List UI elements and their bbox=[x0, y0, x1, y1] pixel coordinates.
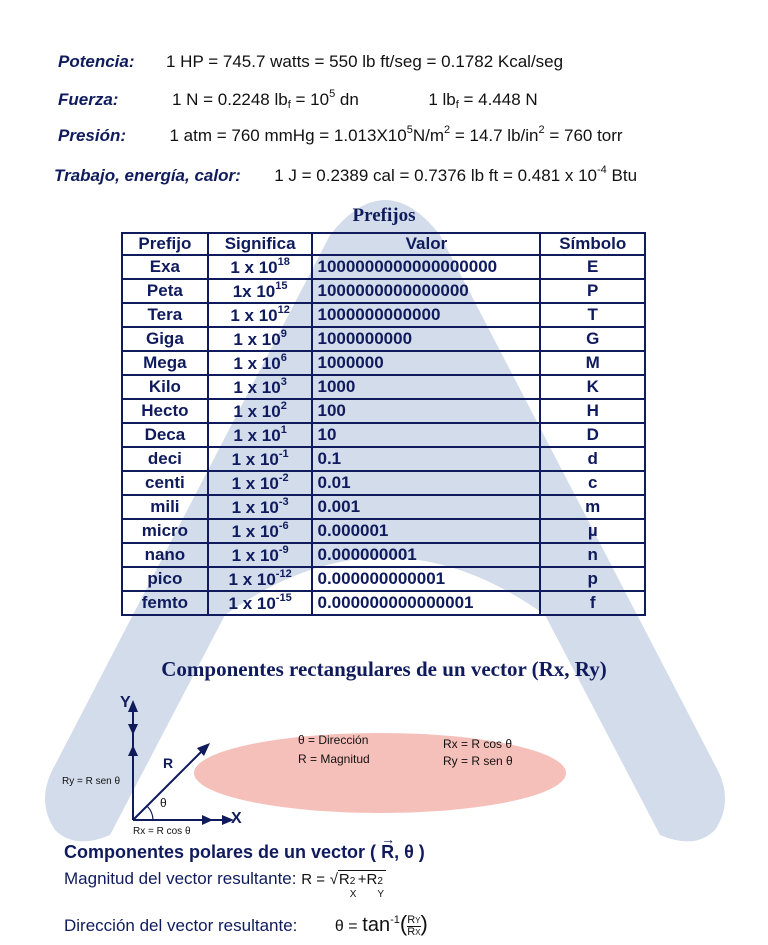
cell-significa: 1 x $10^{18}$ bbox=[208, 255, 313, 279]
cell-significa: 1 x $10^{-12}$ bbox=[208, 567, 313, 591]
trabajo-b: Btu bbox=[606, 166, 638, 185]
cell-prefijo: micro bbox=[122, 519, 208, 543]
cell-significa: 1 x $10^{-3}$ bbox=[208, 495, 313, 519]
table-row bbox=[122, 351, 645, 375]
fuerza-c: dn bbox=[335, 90, 359, 109]
cell-prefijo: Exa bbox=[122, 255, 208, 279]
cell-valor: 0.001 bbox=[312, 495, 540, 519]
cell-prefijo: Hecto bbox=[122, 399, 208, 423]
axis-y-label: Y bbox=[120, 694, 131, 711]
direccion-eq: θ = bbox=[334, 918, 358, 935]
cell-simbolo: H bbox=[540, 399, 645, 423]
cell-valor: 0.000000000001 bbox=[312, 567, 540, 591]
r-label: R bbox=[163, 755, 174, 771]
cell-prefijo: pico bbox=[122, 567, 208, 591]
cell-simbolo: D bbox=[540, 423, 645, 447]
table-row bbox=[122, 255, 645, 279]
fuerza-a: 1 N = 0.2248 lb bbox=[171, 90, 288, 109]
rx-label: Rx = R cos θ bbox=[133, 826, 191, 837]
theta-label: θ bbox=[160, 796, 167, 810]
fuerza-label: Fuerza: bbox=[58, 90, 119, 109]
rx-arrow bbox=[202, 815, 213, 825]
presion-b-sup: 2 bbox=[444, 124, 451, 136]
cell-significa: 1 x $10^{-2}$ bbox=[208, 471, 313, 495]
theta-arc bbox=[147, 806, 153, 820]
cell-significa: 1 x $10^{-15}$ bbox=[208, 591, 313, 615]
ry-arrow-top bbox=[128, 724, 138, 735]
cell-significa: 1 x $10^6$ bbox=[208, 351, 313, 375]
cell-prefijo: Mega bbox=[122, 351, 208, 375]
direccion-label: Dirección del vector resultante: bbox=[64, 916, 298, 935]
cell-simbolo: G bbox=[540, 327, 645, 351]
table-row bbox=[122, 399, 645, 423]
presion-b: N/m bbox=[412, 126, 444, 145]
trabajo-label: Trabajo, energía, calor: bbox=[54, 166, 241, 185]
table-row bbox=[122, 495, 645, 519]
fuerza-b: = 10 bbox=[290, 90, 330, 109]
cell-simbolo: f bbox=[540, 591, 645, 615]
cell-simbolo: µ bbox=[540, 519, 645, 543]
cell-simbolo: d bbox=[540, 447, 645, 471]
cell-simbolo: K bbox=[540, 375, 645, 399]
cell-prefijo: Giga bbox=[122, 327, 208, 351]
presion-c: = 14.7 lb/in bbox=[450, 126, 539, 145]
cell-prefijo: Kilo bbox=[122, 375, 208, 399]
presion-a-sup: 5 bbox=[406, 124, 413, 136]
cell-simbolo: p bbox=[540, 567, 645, 591]
fuerza-b-sup: 5 bbox=[329, 88, 336, 100]
vector-diagram bbox=[0, 690, 260, 840]
trabajo-a-sup: -4 bbox=[597, 164, 607, 176]
table-row bbox=[122, 543, 645, 567]
cell-prefijo: femto bbox=[122, 591, 208, 615]
cell-significa: 1 x $10^{-9}$ bbox=[208, 543, 313, 567]
presion-d: = 760 torr bbox=[544, 126, 623, 145]
cell-valor: 1000000000000 bbox=[312, 303, 540, 327]
polar-title: Componentes polares de un vector ( → R, θ ) bbox=[64, 831, 425, 862]
fuerza-d-sub: f bbox=[455, 99, 459, 111]
presion-c-sup: 2 bbox=[538, 124, 545, 136]
cell-valor: 0.01 bbox=[312, 471, 540, 495]
rect-title: Componentes rectangulares de un vector (Rx, Ry) bbox=[161, 657, 607, 681]
cell-significa: 1 x $10^3$ bbox=[208, 375, 313, 399]
header-significa: Significa bbox=[208, 233, 313, 255]
cell-valor: 1000000 bbox=[312, 351, 540, 375]
rx-eq: Rx = R cos θ bbox=[443, 737, 513, 751]
cell-valor: 1000000000 bbox=[312, 327, 540, 351]
magnitud-eq: R = bbox=[301, 871, 325, 888]
presion-a: 1 atm = 760 mmHg = 1.013X10 bbox=[169, 126, 407, 145]
cell-prefijo: centi bbox=[122, 471, 208, 495]
cell-significa: 1 x $10^1$ bbox=[208, 423, 313, 447]
potencia-line bbox=[58, 52, 563, 72]
cell-prefijo: Tera bbox=[122, 303, 208, 327]
table-row bbox=[122, 591, 645, 615]
cell-prefijo: nano bbox=[122, 543, 208, 567]
mag-text: R = Magnitud bbox=[298, 752, 370, 766]
fuerza-line bbox=[58, 88, 538, 111]
ry-eq: Ry = R sen θ bbox=[443, 754, 513, 768]
cell-simbolo: n bbox=[540, 543, 645, 567]
cell-significa: 1 x $10^9$ bbox=[208, 327, 313, 351]
cell-significa: 1 x $10^{-1}$ bbox=[208, 447, 313, 471]
header-valor: Valor bbox=[312, 233, 540, 255]
cell-significa: 1x $10^{15}$ bbox=[208, 279, 313, 303]
presion-label: Presión: bbox=[58, 126, 127, 145]
cell-prefijo: Peta bbox=[122, 279, 208, 303]
dir-text: θ = Dirección bbox=[298, 733, 369, 747]
trabajo-line bbox=[54, 164, 637, 186]
potencia-text: 1 HP = 745.7 watts = 550 lb ft/seg = 0.1782 Kcal/seg bbox=[166, 52, 564, 71]
direccion-line: Dirección del vector resultante: $\theta = \tan^{-1}$( $\frac{RY}{RX}$ ) bbox=[64, 911, 428, 939]
table-header-row bbox=[122, 233, 645, 255]
cell-prefijo: deci bbox=[122, 447, 208, 471]
ry-label: Ry = R sen θ bbox=[62, 776, 121, 787]
table-row bbox=[122, 279, 645, 303]
table-row bbox=[122, 303, 645, 327]
cell-simbolo: c bbox=[540, 471, 645, 495]
cell-valor: 10 bbox=[312, 423, 540, 447]
fuerza-a-sub: f bbox=[287, 99, 291, 111]
cell-simbolo: m bbox=[540, 495, 645, 519]
cell-simbolo: E bbox=[540, 255, 645, 279]
presion-line bbox=[58, 124, 623, 146]
header-simbolo: Símbolo bbox=[540, 233, 645, 255]
magnitud-line: Magnitud del vector resultante: R = √R 2 X +R 2 Y bbox=[64, 869, 386, 889]
cell-significa: 1 x $10^2$ bbox=[208, 399, 313, 423]
table-row bbox=[122, 471, 645, 495]
cell-prefijo: mili bbox=[122, 495, 208, 519]
cell-valor: 0.000001 bbox=[312, 519, 540, 543]
cell-valor: 1000 bbox=[312, 375, 540, 399]
cell-significa: 1 x $10^{-6}$ bbox=[208, 519, 313, 543]
magnitud-label: Magnitud del vector resultante: bbox=[64, 869, 302, 888]
prefijos-table bbox=[121, 232, 646, 616]
table-row bbox=[122, 423, 645, 447]
header-prefijo: Prefijo bbox=[122, 233, 208, 255]
cell-valor: 1000000000000000 bbox=[312, 279, 540, 303]
cell-simbolo: M bbox=[540, 351, 645, 375]
ry-arrow bbox=[128, 745, 138, 756]
table-row bbox=[122, 447, 645, 471]
cell-significa: 1 x $10^{12}$ bbox=[208, 303, 313, 327]
prefijos-title: Prefijos bbox=[352, 205, 416, 226]
fuerza-e: = 4.448 N bbox=[458, 90, 538, 109]
table-row bbox=[122, 519, 645, 543]
potencia-label: Potencia: bbox=[58, 52, 135, 71]
fuerza-d: 1 lb bbox=[428, 90, 456, 109]
cell-valor: 0.000000001 bbox=[312, 543, 540, 567]
axis-x-label: X bbox=[231, 810, 242, 827]
trabajo-a: 1 J = 0.2389 cal = 0.7376 lb ft = 0.481 x 10 bbox=[274, 166, 598, 185]
cell-valor: 100 bbox=[312, 399, 540, 423]
cell-valor: 0.000000000000001 bbox=[312, 591, 540, 615]
cell-simbolo: P bbox=[540, 279, 645, 303]
table-row bbox=[122, 567, 645, 591]
table-row bbox=[122, 375, 645, 399]
cell-valor: 1000000000000000000 bbox=[312, 255, 540, 279]
table-row bbox=[122, 327, 645, 351]
cell-simbolo: T bbox=[540, 303, 645, 327]
cell-prefijo: Deca bbox=[122, 423, 208, 447]
cell-valor: 0.1 bbox=[312, 447, 540, 471]
